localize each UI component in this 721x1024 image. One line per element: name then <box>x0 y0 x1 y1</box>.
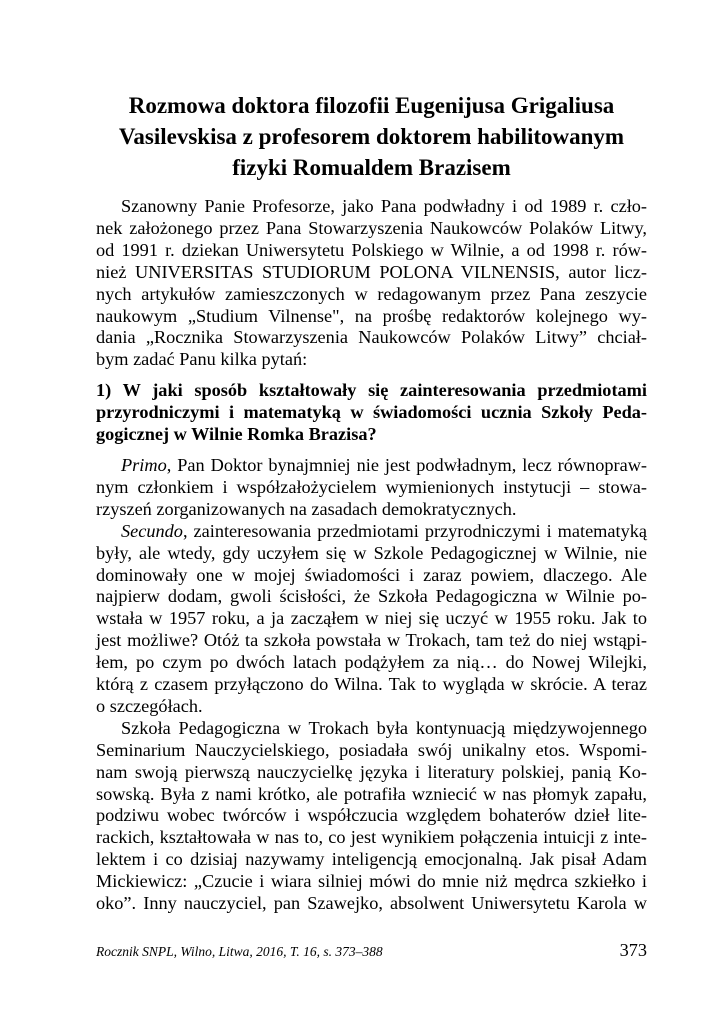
page-number: 373 <box>619 940 647 960</box>
title-line: Vasilevskisa z profesorem doktorem habilitowanym <box>118 124 625 149</box>
text-line: o szczegółach. <box>96 695 203 716</box>
text-line: nych artykułów zamieszczonych w redagowanym przez Pana zeszycie <box>96 283 647 304</box>
lead-word: Primo <box>121 454 167 475</box>
question-line: gogicznej w Wilnie Romka Brazisa? <box>96 424 377 445</box>
title-line: fizyki Romualdem Brazisem <box>232 155 511 180</box>
text-line: rzyszeń zorganizowanych na zasadach demokratycznych. <box>96 498 517 519</box>
title-line: Rozmowa doktora filozofii Eugenijusa Grigaliusa <box>128 93 615 118</box>
text-line <box>96 521 647 543</box>
text-line: nam swoją pierwszą nauczycielkę języka i literatury polskiej, panią Ko- <box>96 761 647 782</box>
text-line: podziwu wobec twórców i współczucia względem bohaterów dzieł lite- <box>96 805 647 826</box>
text-line: sowską. Była z nami krótko, ale potrafiła wzniecić w nas płomyk zapału, <box>96 783 647 804</box>
answer-paragraph-secundo <box>96 521 647 718</box>
question-line: przyrodniczymi i matematyką w świadomości ucznia Szkoły Peda- <box>96 402 647 423</box>
text-line: Szanowny Panie Profesorze, jako Pana podwładny i od 1989 r. czło- <box>121 196 647 216</box>
text-line: wstała w 1957 roku, a ja zacząłem w niej się uczyć w 1955 roku. Jak to <box>96 608 647 629</box>
text-line: Seminarium Nauczycielskiego, posiadała swój unikalny etos. Wspomi- <box>96 739 647 760</box>
answer-paragraph-szkola <box>96 718 647 915</box>
text-line: Mickiewicz: „Czucie i wiara silniej mówi do mnie niż mędrca szkiełko i <box>96 871 647 892</box>
text-line: lektem i co dzisiaj nazywamy inteligencją emocjonalną. Jak pisał Adam <box>96 849 647 870</box>
text-line: nym członkiem i współzałożycielem wymienionych instytucji – stowa- <box>96 476 647 497</box>
text-line: nież UNIVERSITAS STUDIORUM POLONA VILNENSIS, autor licz- <box>96 261 647 282</box>
text-line: dania „Rocznika Stowarzyszenia Naukowców Polaków Litwy” chciał- <box>96 327 647 348</box>
article-title <box>96 90 647 183</box>
text-line: dominowały one w mojej świadomości i zaraz powiem, dlaczego. Ale <box>96 564 647 585</box>
text-line: od 1991 r. dziekan Uniwersytetu Polskiego w Wilnie, a od 1998 r. rów- <box>96 239 647 260</box>
text-line: naukowym „Studium Vilnense", na prośbę redaktorów kolejnego wy- <box>96 305 647 326</box>
text-line: rackich, kształtowała w nas to, co jest wynikiem połączenia intuicji z inte- <box>96 827 647 848</box>
article-body <box>96 196 647 915</box>
text-line: były, ale wtedy, gdy uczyłem się w Szkole Pedagogicznej w Wilnie, nie <box>96 542 647 563</box>
line-rest: , zainteresowania przedmiotami przyrodniczymi i matematyką <box>182 520 647 541</box>
text-line <box>96 455 647 477</box>
question-line: 1) W jaki sposób kształtowały się zainteresowania przedmiotami <box>96 380 647 401</box>
text-line: najpierw dodam, gwoli ścisłości, że Szkoła Pedagogiczna w Wilnie po- <box>96 586 647 607</box>
answer-paragraph-primo <box>96 455 647 521</box>
text-line: nek założonego przez Pana Stowarzyszenia Naukowców Polaków Litwy, <box>96 217 647 238</box>
intro-paragraph <box>96 196 647 371</box>
line-rest: , Pan Doktor bynajmniej nie jest podwładnym, lecz równopraw- <box>166 454 647 475</box>
text-line: Szkoła Pedagogiczna w Trokach była kontynuacją międzywojennego <box>121 717 647 738</box>
text-line: jest możliwe? Otóż ta szkoła powstała w Trokach, tam też do niej wstąpi- <box>96 630 647 651</box>
interview-question <box>96 380 647 446</box>
journal-reference: Rocznik SNPL, Wilno, Litwa, 2016, T. 16, s. 373–388 <box>96 944 383 959</box>
text-line: którą z czasem przyłączono do Wilna. Tak to wygląda w skrócie. A teraz <box>96 674 647 695</box>
lead-word: Secundo <box>121 520 183 541</box>
text-line: bym zadać Panu kilka pytań: <box>96 349 308 370</box>
text-line: oko”. Inny nauczyciel, pan Szawejko, absolwent Uniwersytetu Karola w <box>96 893 647 914</box>
text-line: łem, po czym po dwóch latach podążyłem za nią… do Nowej Wilejki, <box>96 652 647 673</box>
